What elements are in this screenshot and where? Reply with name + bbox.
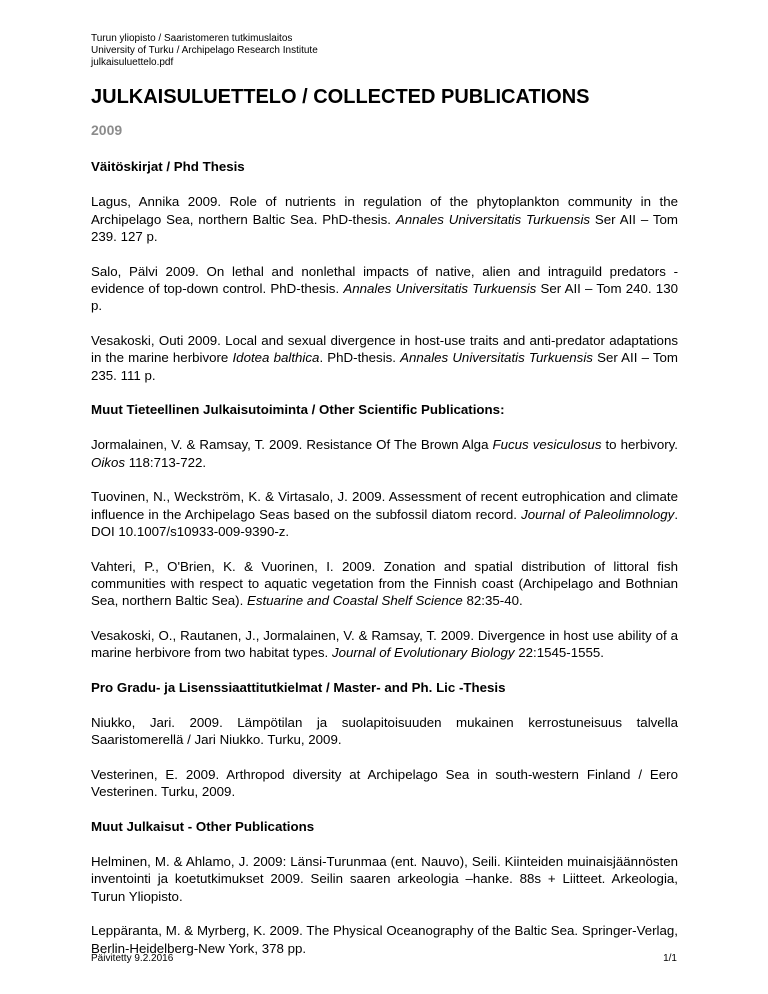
- document-title: JULKAISULUETTELO / COLLECTED PUBLICATIONS: [91, 86, 590, 108]
- section-heading: Pro Gradu- ja Lisenssiaattitutkielmat / Master- and Ph. Lic -Thesis: [91, 679, 506, 695]
- publication-entry: Vesterinen, E. 2009. Arthropod diversity at Archipelago Sea in south-western Finland / Eero Vesterinen. Turku, 2009.: [91, 766, 678, 800]
- header-filename: julkaisuluettelo.pdf: [91, 57, 174, 68]
- publication-entry: Salo, Pälvi 2009. On lethal and nonlethal impacts of native, alien and intraguild predators - evidence of top-down control. PhD-thesis. Annales Universitatis Turkuensis Ser AII – Tom 240. 130 p.: [91, 263, 678, 314]
- header-institution-en: University of Turku / Archipelago Research Institute: [91, 45, 318, 56]
- section-heading: Muut Julkaisut - Other Publications: [91, 818, 315, 834]
- publication-entry: Vahteri, P., O'Brien, K. & Vuorinen, I. 2009. Zonation and spatial distribution of littoral fish communities with respect to aquatic vegetation from the Finnish coast (Archipelago and Bothnian Sea, northern Baltic Sea). Estuarine and Coastal Shelf Science 82:35-40.: [91, 558, 678, 609]
- publication-entry: Niukko, Jari. 2009. Lämpötilan ja suolapitoisuuden mukainen kerrostuneisuus talvella Saaristomerellä / Jari Niukko. Turku, 2009.: [91, 714, 678, 748]
- publication-entry: Lagus, Annika 2009. Role of nutrients in regulation of the phytoplankton community in the Archipelago Sea, northern Baltic Sea. PhD-thesis. Annales Universitatis Turkuensis Ser AII – Tom 239. 127 p.: [91, 194, 678, 245]
- page-header: [91, 33, 318, 69]
- publication-list: [91, 158, 678, 974]
- year-heading: 2009: [91, 122, 123, 138]
- publication-entry: Jormalainen, V. & Ramsay, T. 2009. Resistance Of The Brown Alga Fucus vesiculosus to herbivory. Oikos 118:713-722.: [91, 437, 678, 470]
- publication-entry: Vesakoski, O., Rautanen, J., Jormalainen, V. & Ramsay, T. 2009. Divergence in host use ability of a marine herbivore from two habitat types. Journal of Evolutionary Biology 22:1545-1555.: [91, 627, 678, 661]
- header-institution-fi: Turun yliopisto / Saaristomeren tutkimuslaitos: [91, 33, 293, 44]
- publication-entry: Tuovinen, N., Weckström, K. & Virtasalo, J. 2009. Assessment of recent eutrophication and climate influence in the Archipelago Seas based on the subfossil diatom record. Journal of Paleolimnology. DOI 10.1007/s10933-009-9390-z.: [91, 489, 679, 540]
- publication-entry: Helminen, M. & Ahlamo, J. 2009: Länsi-Turunmaa (ent. Nauvo), Seili. Kiinteiden muinaisjäännösten inventointi ja koetutkimukset 2009. Seilin saaren arkeologia –hanke. 88s + Liitteet. Arkeologia, Turun Yliopisto.: [91, 853, 678, 904]
- section-master-thesis: [91, 679, 678, 801]
- footer-page-number: 1/1: [663, 953, 677, 964]
- footer-updated-date: Päivitetty 9.2.2016: [91, 953, 174, 964]
- publication-entry: Leppäranta, M. & Myrberg, K. 2009. The Physical Oceanography of the Baltic Sea. Springer-Verlag, Berlin-Heidelberg-New York, 378 pp.: [91, 923, 678, 956]
- section-heading: Väitöskirjat / Phd Thesis: [91, 159, 245, 174]
- publication-entry: Vesakoski, Outi 2009. Local and sexual divergence in host-use traits and anti-predator adaptations in the marine herbivore Idotea balthica. PhD-thesis. Annales Universitatis Turkuensis Ser AII – Tom 235. 111 p.: [91, 332, 678, 383]
- section-scientific-publications: [91, 401, 678, 661]
- section-thesis: [91, 158, 678, 384]
- section-heading: Muut Tieteellinen Julkaisutoiminta / Other Scientific Publications:: [91, 402, 505, 418]
- section-other-publications: [91, 818, 678, 957]
